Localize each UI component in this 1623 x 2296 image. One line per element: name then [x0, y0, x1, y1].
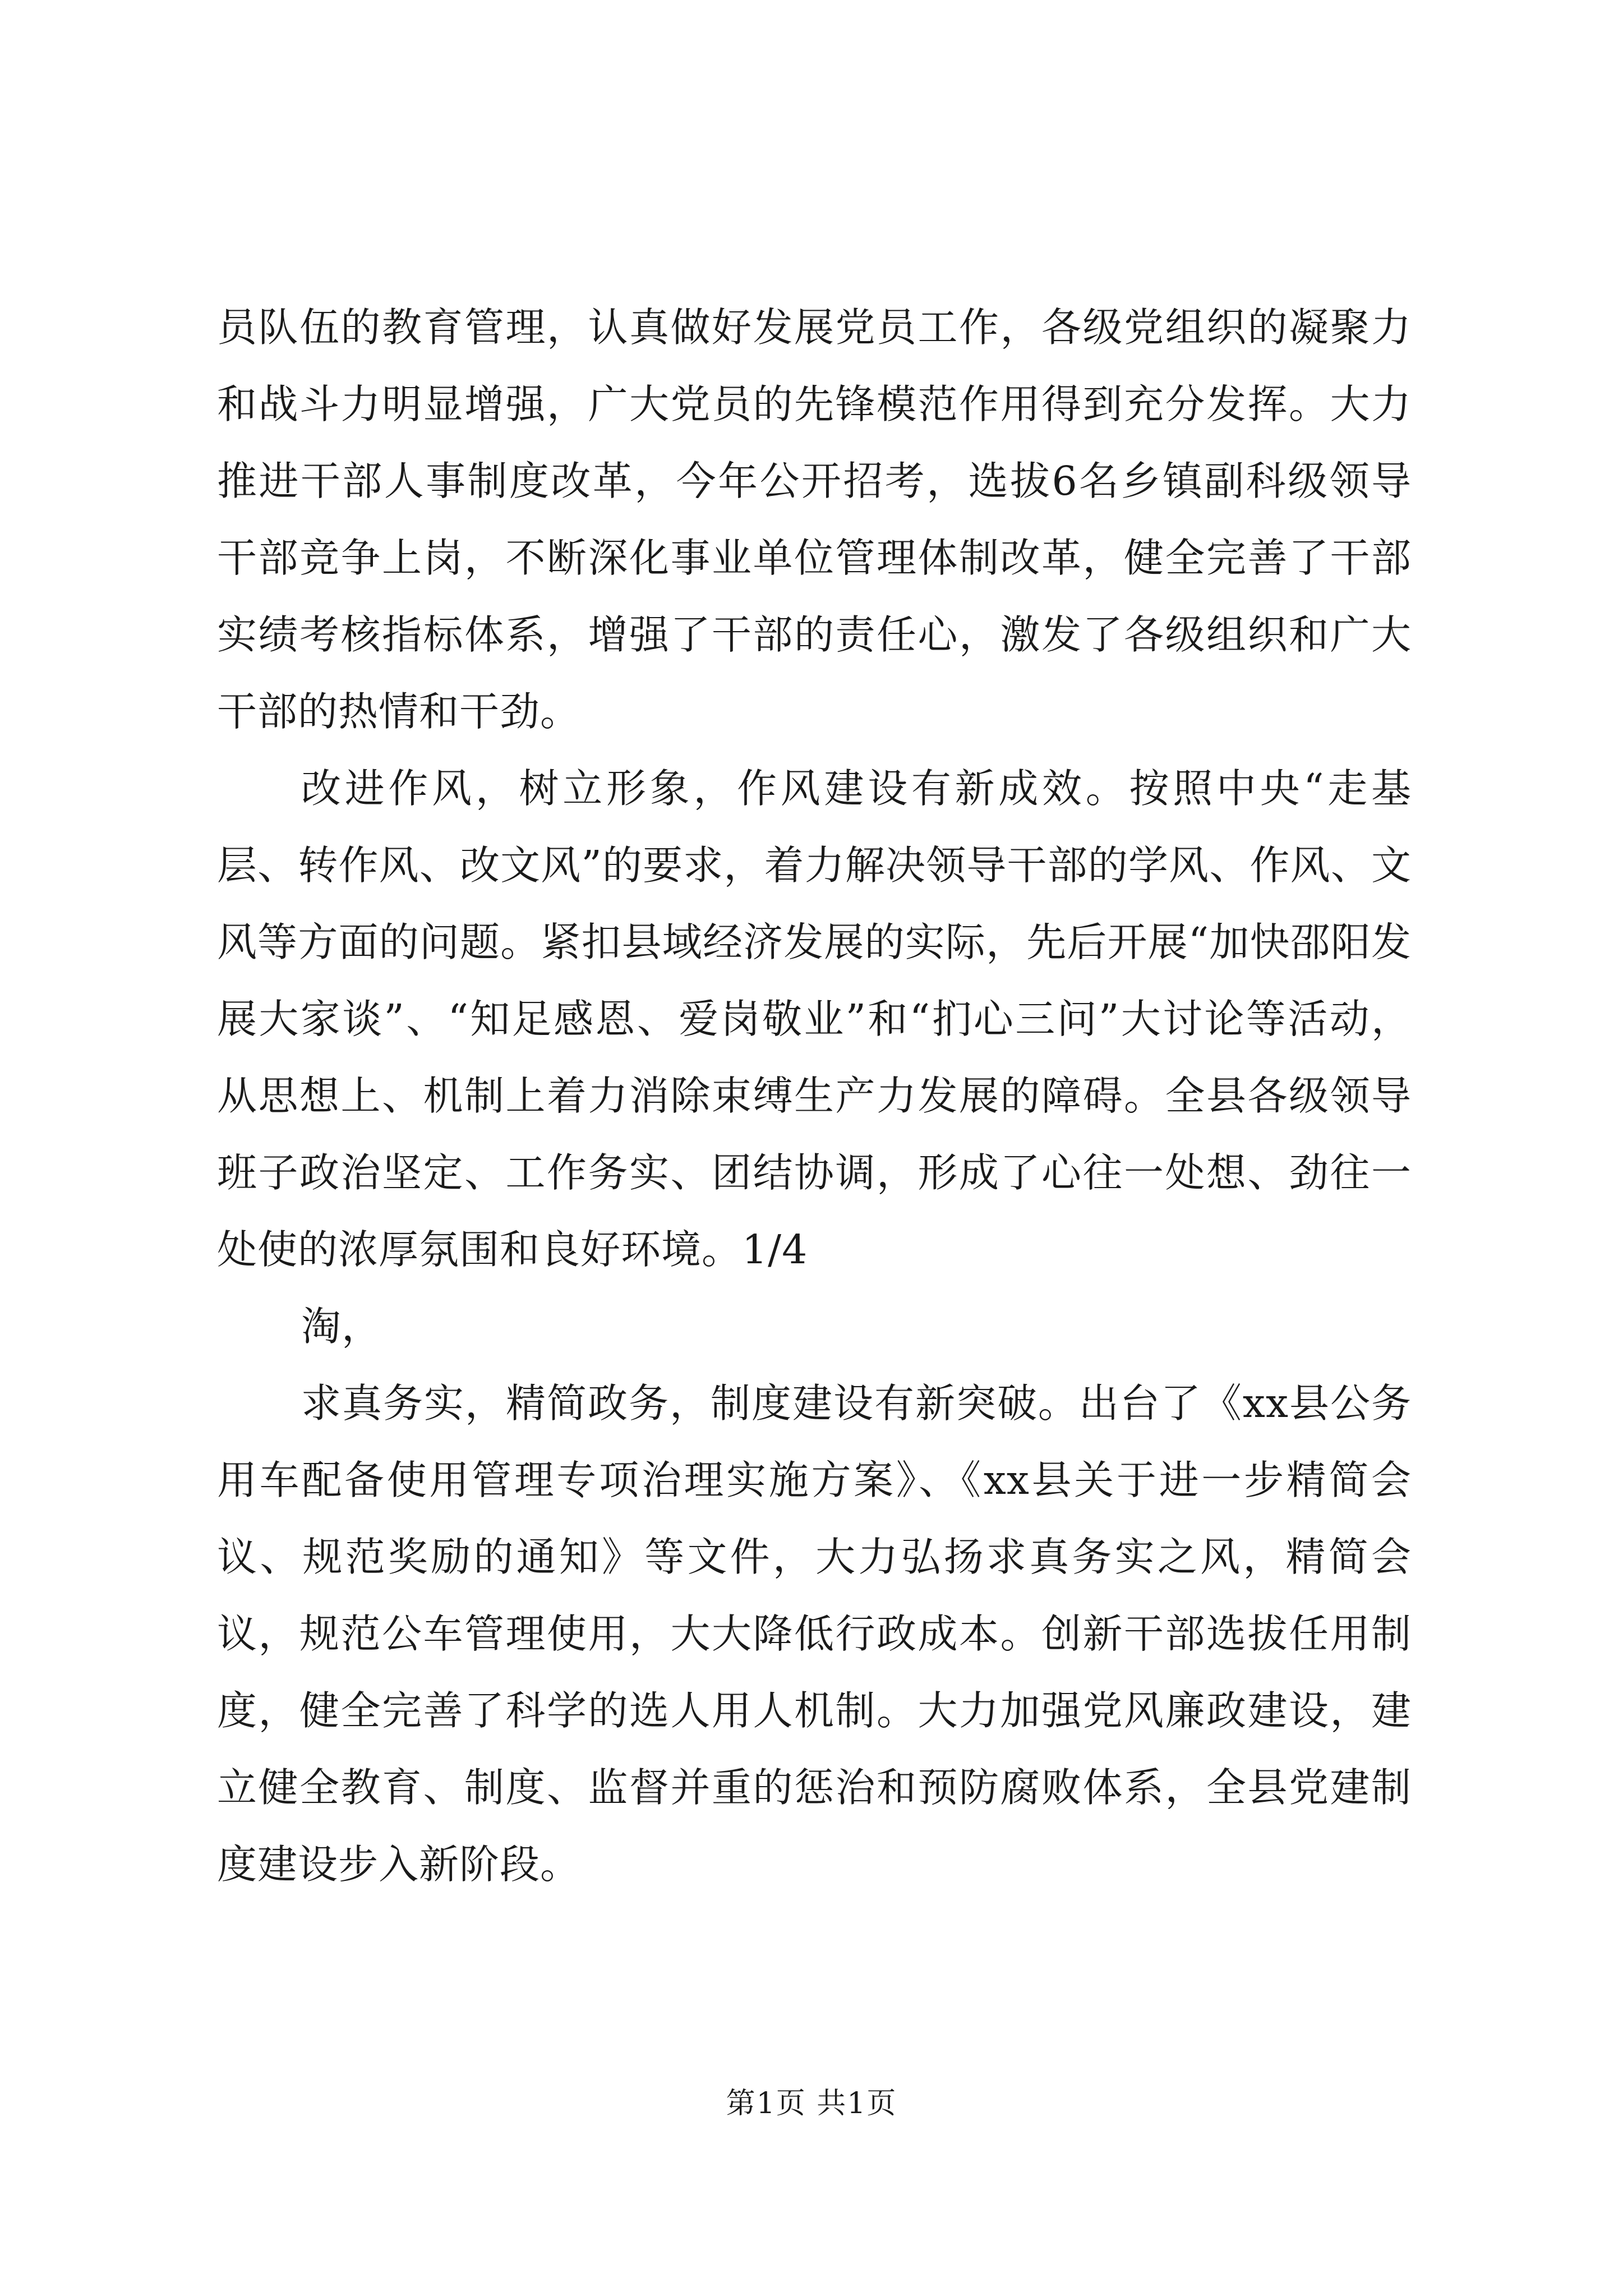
document-body — [217, 289, 1412, 1903]
paragraph-party-member-education: 员队伍的教育管理，认真做好发展党员工作，各级党组织的凝聚力和战斗力明显增强，广大党员的先锋模范作用得到充分发挥。大力推进干部人事制度改革，今年公开招考，选拔6名乡镇副科级领导干部竞争上岗，不断深化事业单位管理体制改革，健全完善了干部实绩考核指标体系，增强了干部的责任心，激发了各级组织和广大干部的热情和干劲。 — [217, 304, 1412, 735]
paragraph-fragment: 淘， — [301, 1303, 382, 1350]
page-footer: 第1页 共1页 — [726, 2087, 897, 2120]
paragraph-institution-building: 求真务实，精简政务，制度建设有新突破。出台了《xx县公务用车配备使用管理专项治理实施方案》、《xx县关于进一步精简会议、规范奖励的通知》等文件，大力弘扬求真务实之风，精简会议，规范公车管理使用，大大降低行政成本。创新干部选拔任用制度，健全完善了科学的选人用人机制。大力加强党风廉政建设，建立健全教育、制度、监督并重的惩治和预防腐败体系，全县党建制度建设步入新阶段。 — [217, 1380, 1412, 1888]
paragraph-work-style: 改进作风，树立形象，作风建设有新成效。按照中央“走基层、转作风、改文风”的要求，着力解决领导干部的学风、作风、文风等方面的问题。紧扣县域经济发展的实际，先后开展“加快邵阳发展大家谈”、“知足感恩、爱岗敬业”和“扪心三问”大讨论等活动，从思想上、机制上着力消除束缚生产力发展的障碍。全县各级领导班子政治坚定、工作务实、团结协调，形成了心往一处想、劲往一处使的浓厚氛围和良好环境。1/4 — [217, 765, 1412, 1273]
